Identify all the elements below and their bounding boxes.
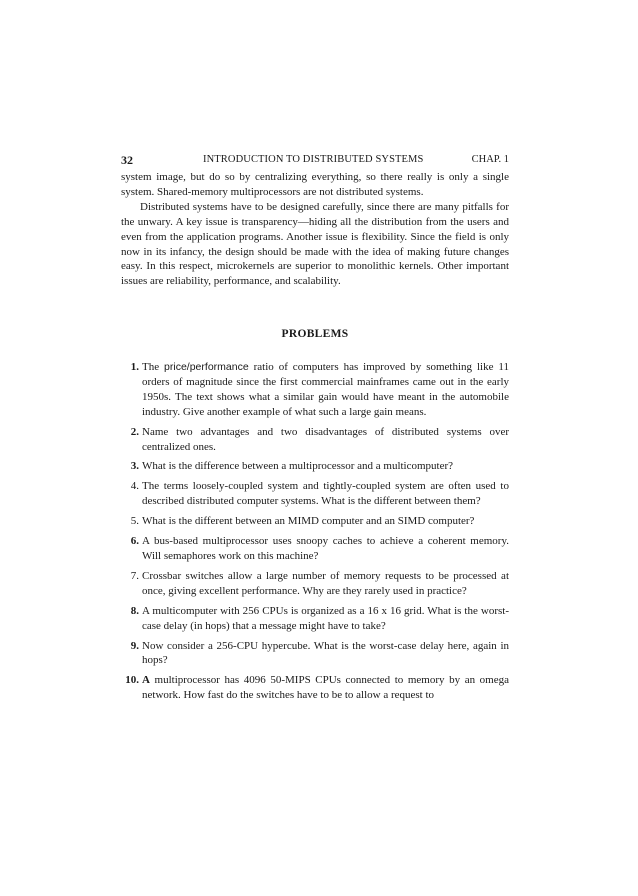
problem-text: What is the different between an MIMD computer and an SIMD computer?	[142, 515, 475, 528]
problem-item	[121, 639, 509, 669]
problem-item	[121, 514, 509, 529]
problem-text: What is the difference between a multiprocessor and a multicomputer?	[142, 460, 454, 473]
problem-item	[121, 569, 509, 599]
problem-number: 3.	[130, 460, 139, 473]
problem-text: Name two advantages and two disadvantages of distributed systems over centralized ones.	[142, 425, 509, 453]
problem-item	[121, 360, 509, 420]
problem-item	[121, 459, 509, 474]
problem-number: 1.	[130, 361, 139, 373]
problem-number: 6.	[130, 535, 139, 548]
paragraph-1: system image, but do so by centralizing everything, so there really is only a single system. Shared-memory multiprocessors are not distributed systems.	[121, 171, 509, 198]
problem-number: 5.	[130, 515, 139, 528]
running-head	[121, 152, 509, 168]
problem-text: A multicomputer with 256 CPUs is organized as a 16 x 16 grid. What is the worst-case delay (in hops) that a message might have to take?	[142, 604, 509, 632]
problem-item	[121, 604, 509, 634]
problem-item	[121, 425, 509, 455]
problem-number: 4.	[130, 480, 139, 493]
page-number: 32	[121, 153, 133, 167]
body-text	[121, 170, 509, 289]
section-heading: PROBLEMS	[281, 328, 349, 340]
problem-text: A bus-based multiprocessor uses snoopy caches to achieve a coherent memory. Will semaphores work on this machine?	[142, 535, 509, 562]
problem-number: 9.	[130, 639, 139, 652]
chapter-title: INTRODUCTION TO DISTRIBUTED SYSTEMS	[203, 154, 424, 165]
problem-text: The terms loosely-coupled system and tightly-coupled system are often used to described distributed computer systems. What is the different between them?	[142, 480, 509, 508]
problem-text-lead: A	[142, 674, 150, 687]
problem-term: price/performance	[164, 361, 249, 373]
problem-number: 10.	[125, 674, 139, 687]
problem-number: 8.	[130, 604, 139, 617]
problem-list	[121, 360, 509, 708]
problem-text: Now consider a 256-CPU hypercube. What is the worst-case delay here, again in hops?	[142, 639, 509, 667]
problem-text: Crossbar switches allow a large number of memory requests to be processed at once, giving excellent performance. Why are they rarely used in practice?	[142, 569, 509, 597]
problem-number: 2.	[130, 425, 139, 438]
paragraph-2: Distributed systems have to be designed carefully, since there are many pitfalls for the unwary. A key issue is transparency—hiding all the distribution from the users and even from the application programs. Another issue is flexibility. Since the field is only now in its infancy, the design should be made with the idea of making future changes easy. In this respect, microkernels are superior to monolithic kernels. Other important issues are reliability, performance, and scalability.	[121, 200, 509, 288]
problem-item	[121, 479, 509, 509]
problem-item	[121, 534, 509, 564]
problem-number: 7.	[130, 569, 139, 582]
problem-text-lead: The	[142, 361, 165, 373]
chapter-number: CHAP. 1	[471, 154, 509, 165]
problem-text: multiprocessor has 4096 50-MIPS CPUs connected to memory by an omega network. How fast do the switches have to be to allow a request to	[142, 674, 509, 702]
problem-item	[121, 673, 509, 703]
problem-text: ratio of computers has improved by something like 11 orders of magnitude since the first commercial mainframes came out in the early 1950s. The text shows what a similar gain would have meant in the automobile industry. Give another example of what such a large gain means.	[142, 361, 509, 418]
